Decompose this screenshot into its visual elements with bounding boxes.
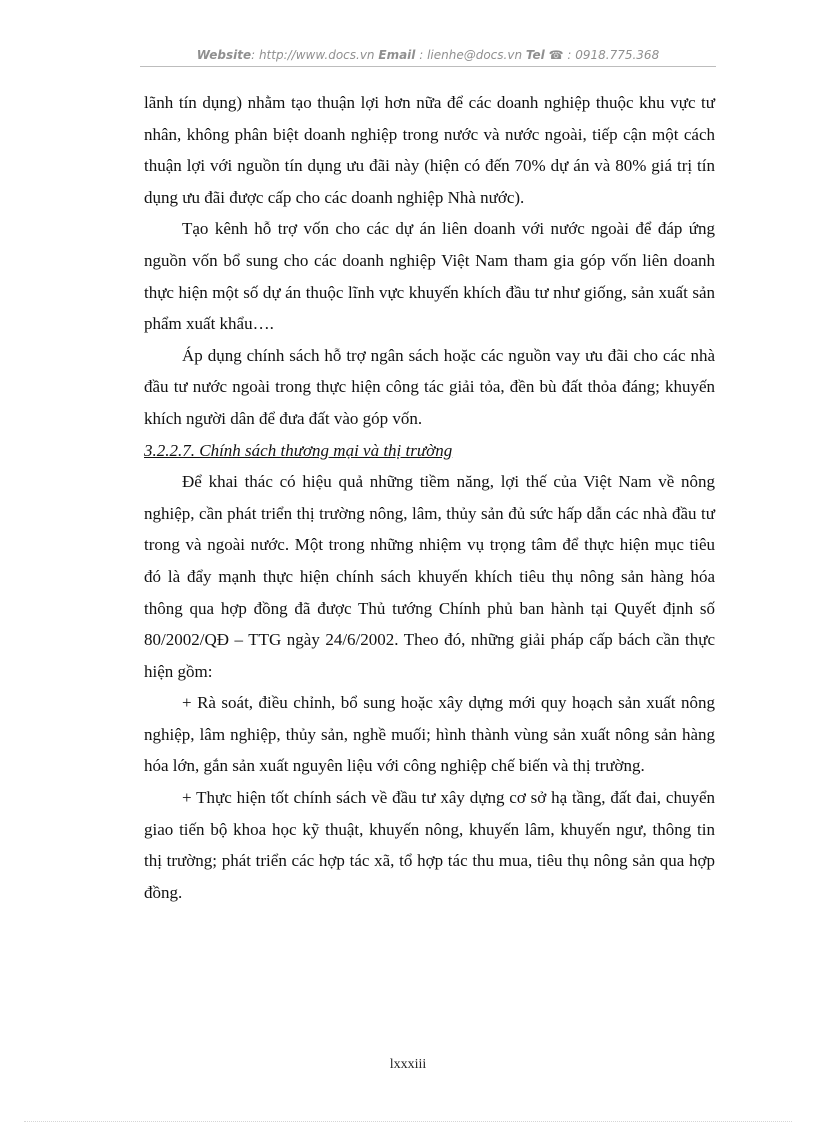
page-header bbox=[140, 46, 716, 64]
tel-number: ☎ : 0918.775.368 bbox=[548, 48, 660, 62]
website-separator: : bbox=[251, 48, 259, 62]
email-label: Email bbox=[378, 48, 416, 62]
paragraph-1: lãnh tín dụng) nhằm tạo thuận lợi hơn nữa để các doanh nghiệp thuộc khu vực tư nhân, không phân biệt doanh nghiệp trong nước và nước ngoài, tiếp cận một cách thuận lợi với nguồn tín dụng ưu đãi này (hiện có đến 70% dự án và 80% giá trị tín dụng ưu đãi được cấp cho các doanh nghiệp Nhà nước). bbox=[144, 93, 715, 207]
paragraph-4: Để khai thác có hiệu quả những tiềm năng, lợi thế của Việt Nam về nông nghiệp, cần phát triển thị trường nông, lâm, thủy sản đủ sức hấp dẫn các nhà đầu tư trong và ngoài nước. Một trong những nhiệm vụ trọng tâm để thực hiện mục tiêu đó là đẩy mạnh thực hiện chính sách khuyến khích tiêu thụ nông sản hàng hóa thông qua hợp đồng đã được Thủ tướng Chính phủ ban hành tại Quyết định số 80/2002/QĐ – TTG ngày 24/6/2002. Theo đó, những giải pháp cấp bách cần thực hiện gồm: bbox=[144, 472, 715, 681]
page-number: lxxxiii bbox=[389, 1057, 427, 1072]
section-heading: 3.2.2.7. Chính sách thương mại và thị trường bbox=[144, 440, 453, 460]
footer-divider bbox=[24, 1121, 792, 1122]
paragraph-2: Tạo kênh hỗ trợ vốn cho các dự án liên doanh với nước ngoài để đáp ứng nguồn vốn bổ sung cho các doanh nghiệp Việt Nam tham gia góp vốn liên doanh thực hiện một số dự án thuộc lĩnh vực khuyến khích đầu tư như giống, sản xuất sản phẩm xuất khẩu…. bbox=[144, 219, 715, 334]
bullet-paragraph-1: + Rà soát, điều chỉnh, bổ sung hoặc xây dựng mới quy hoạch sản xuất nông nghiệp, lâm nghiệp, thủy sản, nghề muối; hình thành vùng sản xuất nông sản hàng hóa lớn, gắn sản xuất nguyên liệu với công nghiệp chế biến và thị trường. bbox=[144, 693, 715, 776]
email-address: lienhe@docs.vn bbox=[427, 48, 523, 62]
email-separator: : bbox=[415, 48, 428, 62]
website-url: http://www.docs.vn bbox=[258, 48, 375, 62]
bullet-paragraph-2: + Thực hiện tốt chính sách về đầu tư xây dựng cơ sở hạ tầng, đất đai, chuyển giao tiến bộ khoa học kỹ thuật, khuyến nông, khuyến lâm, khuyến ngư, thông tin thị trường; phát triển các hợp tác xã, tổ hợp tác thu mua, tiêu thụ nông sản qua hợp đồng. bbox=[144, 788, 715, 902]
tel-label: Tel bbox=[525, 48, 545, 62]
website-label: Website bbox=[196, 48, 252, 62]
paragraph-3: Áp dụng chính sách hỗ trợ ngân sách hoặc các nguồn vay ưu đãi cho các nhà đầu tư nước ngoài trong thực hiện công tác giải tỏa, đền bù đất thỏa đáng; khuyến khích người dân để đưa đất vào góp vốn. bbox=[144, 345, 715, 428]
document-body bbox=[144, 87, 715, 908]
header-divider bbox=[140, 66, 716, 67]
